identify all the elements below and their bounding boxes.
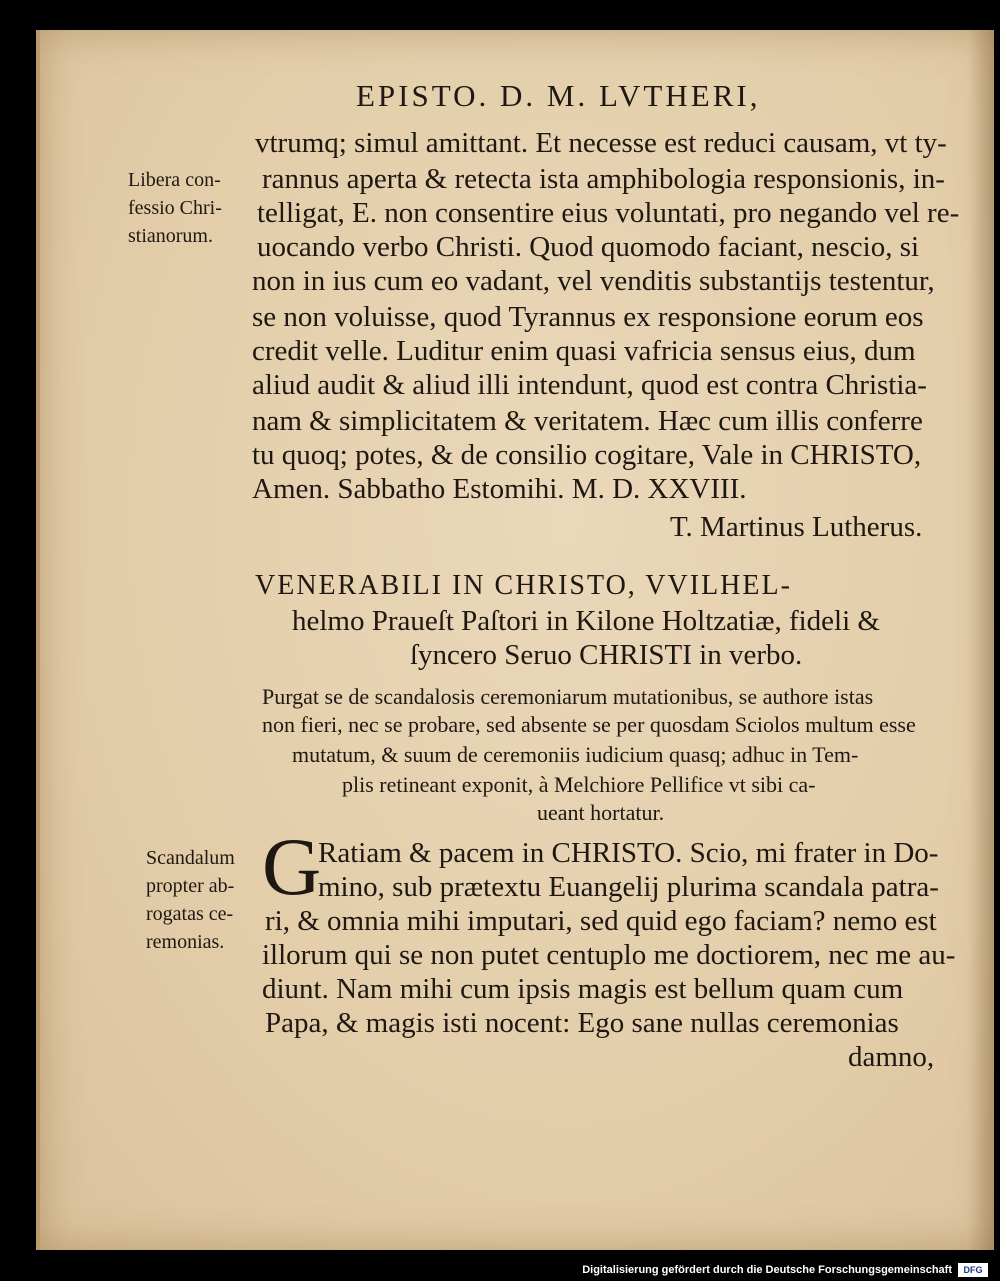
body-line: mino, sub prætextu Euangelij plurima scandala patra- xyxy=(318,871,939,903)
margin-note: stianorum. xyxy=(128,225,213,247)
body-line: nam & simplicitatem & veritatem. Hæc cum illis conferre xyxy=(252,405,923,437)
drop-cap: G xyxy=(262,821,322,912)
summary-line: non fieri, nec se probare, sed absente se per quosdam Sciolos multum esse xyxy=(262,712,916,737)
address-line: ſyncero Seruo CHRISTI in verbo. xyxy=(410,639,803,671)
margin-note: propter ab- xyxy=(146,875,235,897)
body-line: illorum qui se non putet centuplo me doctiorem, nec me au- xyxy=(262,939,956,971)
margin-note: fessio Chri- xyxy=(128,197,222,219)
body-line: uocando verbo Christi. Quod quomodo faciant, nescio, si xyxy=(257,231,920,263)
body-line: Ratiam & pacem in CHRISTO. Scio, mi frater in Do- xyxy=(318,837,939,869)
body-line: rannus aperta & retecta ista amphibologia responsionis, in- xyxy=(262,163,945,195)
body-line: Papa, & magis isti nocent: Ego sane nullas ceremonias xyxy=(265,1007,899,1039)
body-line: tu quoq; potes, & de consilio cogitare, Vale in CHRISTO, xyxy=(252,439,922,471)
summary-line: Purgat se de scandalosis ceremoniarum mutationibus, se authore istas xyxy=(262,684,874,709)
body-line: diunt. Nam mihi cum ipsis magis est bellum quam cum xyxy=(262,973,904,1005)
funding-credit: Digitalisierung gefördert durch die Deutsche Forschungsgemeinschaft xyxy=(582,1264,952,1276)
running-header: EPISTO. D. M. LVTHERI, xyxy=(356,78,761,113)
page-gutter-shadow xyxy=(968,30,994,1250)
margin-note: Scandalum xyxy=(146,847,235,869)
address-heading: VENERABILI IN CHRISTO, VVILHEL- xyxy=(255,570,792,601)
address-line: helmo Praueſt Paſtori in Kilone Holtzatiæ, fideli & xyxy=(292,605,880,637)
body-line: telligat, E. non consentire eius voluntati, pro negando vel re- xyxy=(257,197,960,229)
summary-line: ueant hortatur. xyxy=(537,800,665,825)
body-line: Amen. Sabbatho Estomihi. M. D. XXVIII. xyxy=(252,473,747,505)
catchword: damno, xyxy=(848,1041,935,1073)
summary-line: mutatum, & suum de ceremoniis iudicium quasq; adhuc in Tem- xyxy=(292,742,859,767)
margin-note: rogatas ce- xyxy=(146,903,234,925)
body-line: vtrumq; simul amittant. Et necesse est reduci causam, vt ty- xyxy=(255,127,947,159)
body-line: se non voluisse, quod Tyrannus ex responsione eorum eos xyxy=(252,301,924,333)
body-line: ri, & omnia mihi imputari, sed quid ego faciam? nemo est xyxy=(265,905,937,937)
dfg-logo: DFG xyxy=(958,1263,988,1277)
body-line: aliud audit & aliud illi intendunt, quod est contra Christia- xyxy=(252,369,927,401)
summary-line: plis retineant exponit, à Melchiore Pellifice vt sibi ca- xyxy=(342,772,816,797)
body-line: non in ius cum eo vadant, vel venditis substantijs testentur, xyxy=(252,265,935,297)
body-line: credit velle. Luditur enim quasi vafricia sensus eius, dum xyxy=(252,335,916,367)
margin-note: Libera con- xyxy=(128,169,221,191)
margin-note: remonias. xyxy=(146,931,225,953)
signature: T. Martinus Lutherus. xyxy=(670,511,923,543)
